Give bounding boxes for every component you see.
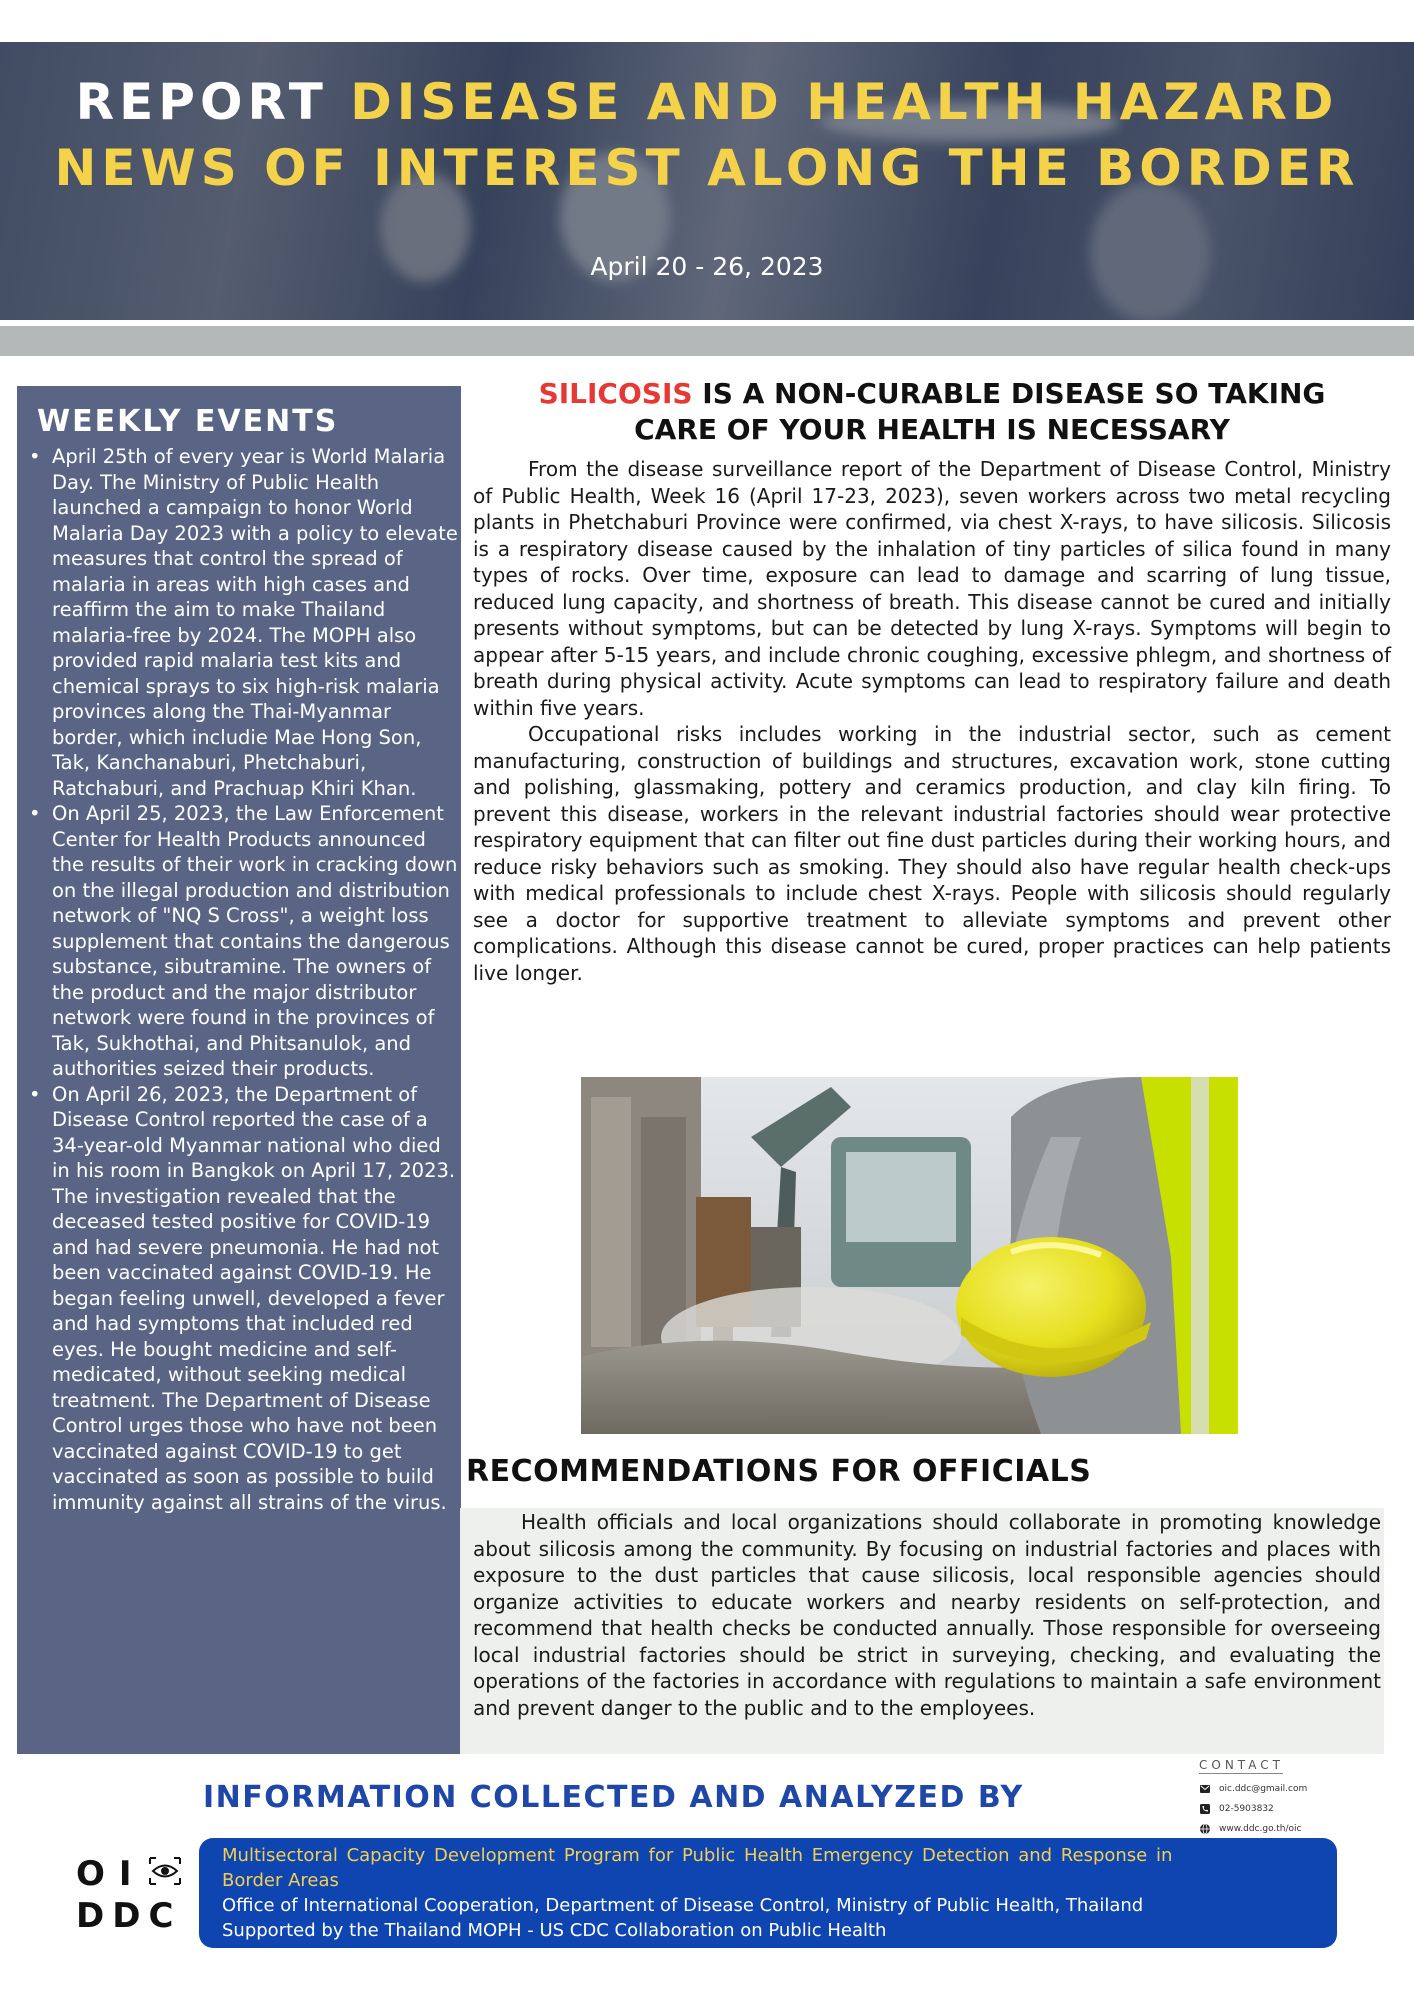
article-title-highlight: SILICOSIS bbox=[538, 377, 693, 410]
article-body bbox=[473, 456, 1391, 986]
contact-block bbox=[1199, 1758, 1399, 1839]
program-name-line1: Multisectoral Capacity Development Program for Public Health Emergency Detection and Response in bbox=[222, 1845, 1173, 1866]
program-info-box bbox=[199, 1838, 1337, 1948]
office-line: Office of International Cooperation, Department of Disease Control, Ministry of Public Health, Thailand bbox=[222, 1895, 1144, 1916]
title-disease-hazard: DISEASE AND HEALTH HAZARD bbox=[350, 73, 1339, 131]
article-paragraph-1: From the disease surveillance report of the Department of Disease Control, Ministry of Public Health, Week 16 (April 17-23, 2023), seven workers across two metal recycling plants in Phetchaburi Province were confirmed, via chest X-rays, to have silicosis. Silicosis is a respiratory disease caused by the inhalation of tiny particles of silica found in many types of rocks. Over time, exposure can lead to damage and scarring of lung tissue, reduced lung capacity, and shortness of breath. This disease cannot be cured and initially presents without symptoms, but can be detected by lung X-rays. Symptoms will begin to appear after 5-15 years, and include chronic coughing, excessive phlegm, and shortness of breath during physical activity. Acute symptoms can lead to respiratory failure and death within five years. bbox=[473, 457, 1391, 720]
article-title bbox=[470, 376, 1394, 448]
list-item bbox=[17, 801, 461, 1082]
oi-ddc-logo bbox=[70, 1850, 190, 1936]
list-item bbox=[17, 444, 461, 801]
bullet-icon: • bbox=[29, 802, 41, 825]
program-name-line2: Border Areas bbox=[222, 1870, 339, 1891]
header-divider-band bbox=[0, 326, 1414, 356]
weekly-events-list bbox=[17, 444, 461, 1515]
logo-ddc-text: DDC bbox=[76, 1896, 182, 1936]
report-title-line2: NEWS OF INTEREST ALONG THE BORDER bbox=[54, 139, 1360, 197]
event-text: April 25th of every year is World Malaria Day. The Ministry of Public Health launched a campaign to honor World Malaria Day 2023 with a policy to elevate measures that control the spread of malaria in areas with high cases and reaffirm the aim to make Thailand malaria-free by 2024. The MOPH also provided rapid malaria test kits and chemical sprays to six high-risk malaria provinces along the Thai-Myanmar border, which includie Mae Hong Son, Tak, Kanchanaburi, Phetchaburi, Ratchaburi, and Prachuap Khiri Khan. bbox=[52, 445, 458, 800]
article-title-rest: IS A NON-CURABLE DISEASE SO TAKING bbox=[692, 377, 1326, 410]
list-item bbox=[17, 1082, 461, 1516]
contact-email[interactable]: oic.ddc@gmail.com bbox=[1219, 1784, 1308, 1794]
contact-email-row[interactable] bbox=[1199, 1779, 1399, 1799]
event-text: On April 25, 2023, the Law Enforcement Center for Health Products announced the results of their work in cracking down on the illegal production and distribution network of "NQ S Cross", a weight loss supplement that contains the dangerous substance, sibutramine. The owners of the product and the major distributor network were found in the provinces of Tak, Sukhothai, and Phitsanulok, and authorities seized their products. bbox=[52, 802, 458, 1080]
support-line: Supported by the Thailand MOPH - US CDC Collaboration on Public Health bbox=[222, 1920, 887, 1941]
contact-website[interactable]: www.ddc.go.th/oic bbox=[1219, 1824, 1302, 1834]
contact-phone[interactable]: 02-5903832 bbox=[1219, 1804, 1274, 1814]
logo-oi-text: OI bbox=[76, 1854, 146, 1894]
contact-website-row[interactable] bbox=[1199, 1819, 1399, 1839]
recommendations-body: Health officials and local organizations should collaborate in promoting knowledge about silicosis among the community. By focusing on industrial factories and places with exposure to the dust particles that cause silicosis, local responsible agencies should organize activities to educate workers and nearby residents on self-protection, and recommend that health checks be conducted annually. Those responsible for overseeing local industrial factories should be strict in surveying, checking, and evaluating the operations of the factories in accordance with regulations to maintain a safe environment and prevent danger to the public and to the employees. bbox=[473, 1510, 1381, 1720]
info-collected-title: INFORMATION COLLECTED AND ANALYZED BY bbox=[203, 1780, 1024, 1815]
article-paragraph-2: Occupational risks includes working in the industrial sector, such as cement manufacturing, construction of buildings and structures, excavation work, stone cutting and polishing, glassmaking, pottery and ceramics production, and clay kiln firing. To prevent this disease, workers in the relevant industrial factories should wear protective respiratory equipment that can filter out fine dust particles during their working hours, and reduce risky behaviors such as smoking. They should also have regular health check-ups with medical professionals to include chest X-rays. People with silicosis should regularly see a doctor for supportive treatment to alleviate symptoms and prevent other complications. Although this disease cannot be cured, proper practices can help patients live longer. bbox=[473, 722, 1391, 985]
report-date-range: April 20 - 26, 2023 bbox=[590, 252, 824, 281]
phone-icon bbox=[1199, 1803, 1211, 1815]
globe-icon bbox=[1199, 1823, 1211, 1835]
worker-helmet-photo bbox=[581, 1077, 1238, 1434]
recommendations-title: RECOMMENDATIONS FOR OFFICIALS bbox=[466, 1454, 1092, 1489]
eye-icon bbox=[148, 1856, 182, 1886]
email-icon bbox=[1199, 1783, 1211, 1795]
worker-helmet-illustration bbox=[581, 1077, 1238, 1434]
contact-phone-row[interactable] bbox=[1199, 1799, 1399, 1819]
header-banner bbox=[0, 42, 1414, 320]
bullet-icon: • bbox=[29, 445, 41, 468]
weekly-events-title: WEEKLY EVENTS bbox=[37, 404, 339, 439]
contact-heading: CONTACT bbox=[1199, 1758, 1284, 1772]
report-title-line1 bbox=[0, 72, 1414, 132]
event-text: On April 26, 2023, the Department of Disease Control reported the case of a 34-year-old Myanmar national who died in his room in Bangkok on April 17, 2023. The investigation revealed that the deceased tested positive for COVID-19 and had severe pneumonia. He had not been vaccinated against COVID-19. He began feeling unwell, developed a fever and had symptoms that included red eyes. He bought medicine and self-medicated, without seeking medical treatment. The Department of Disease Control urges those who have not been vaccinated against COVID-19 to get vaccinated as soon as possible to build immunity against all strains of the virus. bbox=[52, 1082, 456, 1514]
title-report-word: REPORT bbox=[75, 73, 351, 131]
weekly-events-panel bbox=[17, 386, 461, 1754]
bullet-icon: • bbox=[29, 1082, 41, 1106]
article-title-line2: CARE OF YOUR HEALTH IS NECESSARY bbox=[634, 413, 1230, 446]
